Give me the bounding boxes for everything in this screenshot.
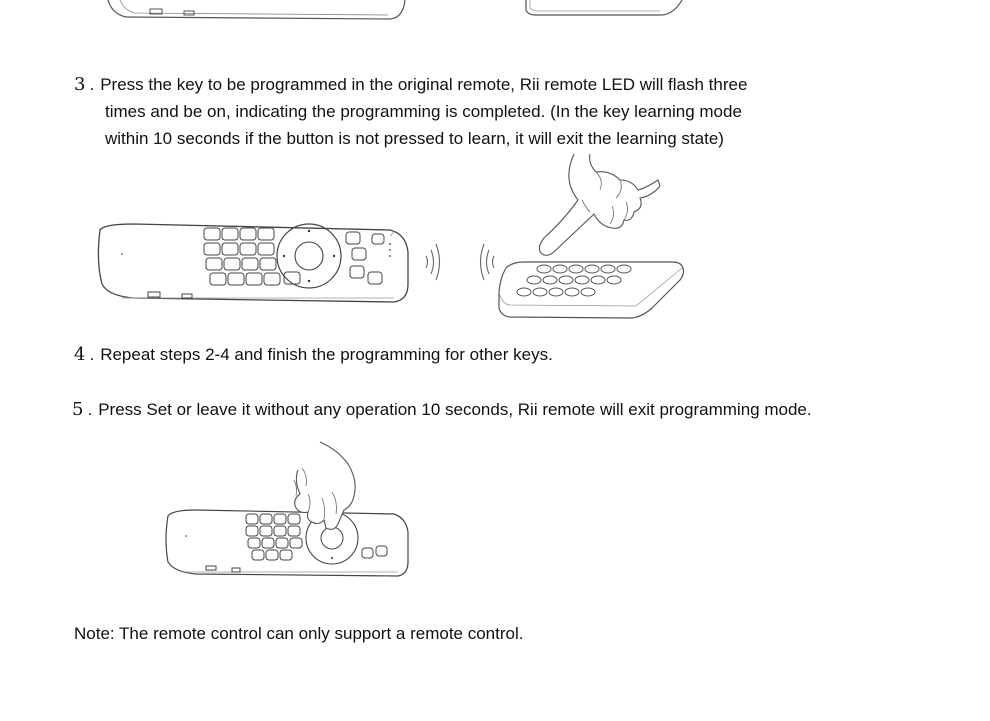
note-text: Note: The remote control can only support a remote control. (74, 624, 524, 643)
step-5-number: 5 (72, 399, 84, 420)
step-3-line-3: within 10 seconds if the button is not pressed to learn, it will exit the learning state) (105, 129, 724, 148)
rii-remote-cropped-icon (100, 0, 410, 24)
small-remote-icon (496, 258, 690, 322)
step-4: 4 . Repeat steps 2-4 and finish the programming for other keys. (74, 341, 553, 368)
small-remote-cropped-icon (522, 0, 687, 20)
step-4-line-1: Repeat steps 2-4 and finish the programming for other keys. (100, 345, 553, 364)
rii-remote-icon (94, 222, 414, 304)
step-3-line-1: Press the key to be programmed in the original remote, Rii remote LED will flash three (100, 75, 748, 94)
signal-waves-icon (420, 236, 500, 284)
step-3-line-2: times and be on, indicating the programming is completed. (In the key learning mode (105, 102, 742, 121)
step-3-number: 3 (74, 74, 86, 95)
finger-pointing-icon (534, 150, 666, 258)
step-5: 5 . Press Set or leave it without any operation 10 seconds, Rii remote will exit programming mode. (72, 396, 812, 423)
step-5-line-1: Press Set or leave it without any operation 10 seconds, Rii remote will exit programming mode. (98, 400, 812, 419)
step-3: 3 . Press the key to be programmed in the original remote, Rii remote LED will flash three times and be on, indicating the programming is completed. (In the key learning mode within 10 seconds if the button is not pressed to learn, it will exit the learning state) (74, 71, 747, 152)
hand-pressing-icon (162, 440, 412, 578)
step-4-number: 4 (74, 344, 86, 365)
